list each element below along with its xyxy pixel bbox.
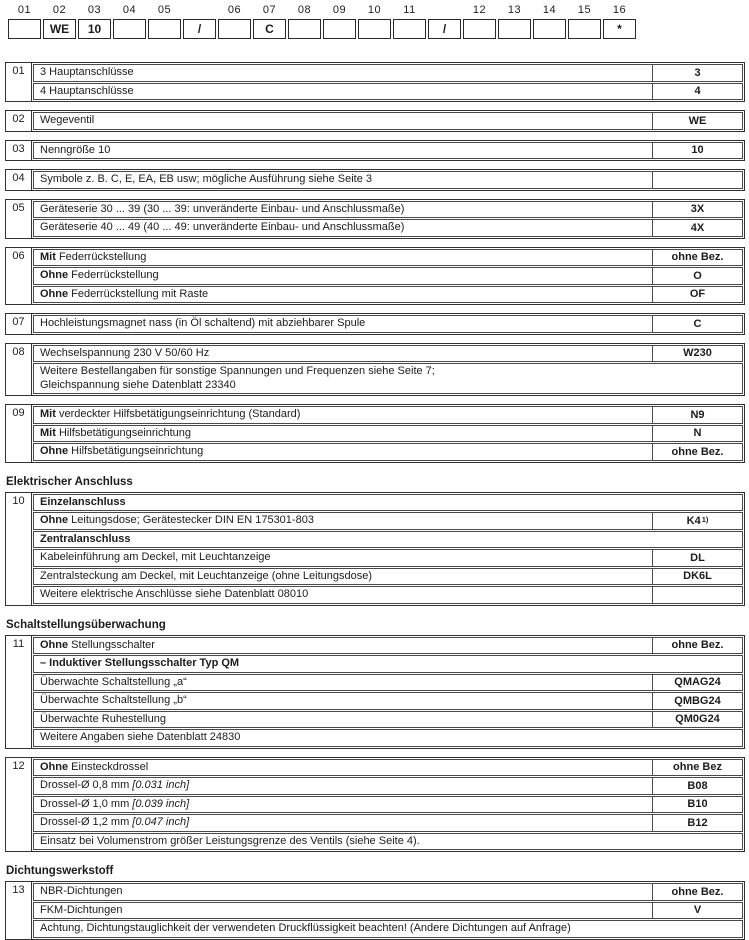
row-description (34, 426, 652, 442)
code-column-separator (428, 4, 461, 39)
row-code: N (652, 426, 742, 442)
group-number: 01 (6, 63, 32, 101)
code-column-label: 02 (52, 4, 67, 16)
code-column-label (428, 4, 461, 19)
row-description (34, 65, 652, 81)
table-row (33, 345, 743, 363)
row-code: ohne Bez. (652, 638, 742, 654)
section-title: Dichtungswerkstoff (6, 865, 114, 877)
order-table-group-06 (5, 247, 745, 306)
row-description (34, 143, 652, 159)
order-table-group-07 (5, 313, 745, 335)
code-column-14 (533, 4, 566, 39)
order-table-group-10 (5, 492, 745, 606)
code-box (393, 19, 426, 39)
order-table-group-11 (5, 635, 745, 749)
table-row (33, 759, 743, 777)
table-row (33, 902, 743, 920)
code-column-label: 12 (472, 4, 487, 16)
row-code: ohne Bez. (652, 444, 742, 460)
table-row (33, 796, 743, 814)
table-row (33, 833, 743, 851)
code-column-09 (323, 4, 356, 39)
code-column-label: 04 (122, 4, 137, 16)
code-column-06 (218, 4, 251, 39)
order-table-group-01 (5, 62, 745, 102)
row-description-text: 4 Hauptanschlüsse (40, 84, 134, 97)
row-code: DL (652, 550, 742, 566)
group-number: 10 (6, 493, 32, 605)
row-description (34, 220, 652, 236)
row-description (34, 675, 652, 691)
section-title: Schaltstellungsüberwachung (6, 618, 166, 631)
code-column-04 (113, 4, 146, 39)
row-description (34, 797, 652, 813)
row-description-text: Ohne Leitungsdose; Gerätestecker DIN EN 175301-803 (40, 514, 314, 526)
code-column-15 (568, 4, 601, 39)
table-row (33, 64, 743, 82)
row-description-text: Überwachte Schaltstellung „a“ (40, 675, 187, 688)
table-row (33, 692, 743, 710)
group-number: 06 (6, 248, 32, 305)
code-column-16 (603, 4, 636, 39)
group-rows (32, 63, 744, 101)
row-description-text: Weitere Angaben siehe Datenblatt 24830 (40, 731, 241, 743)
table-row (33, 171, 743, 189)
code-column-label: 10 (367, 4, 382, 16)
order-table-group-03 (5, 140, 745, 162)
table-row (33, 142, 743, 160)
code-box: * (603, 19, 636, 39)
row-description-text: Weitere elektrische Anschlüsse siehe Datenblatt 08010 (40, 588, 309, 600)
group-rows (32, 314, 744, 334)
code-box (498, 19, 531, 39)
table-row (33, 286, 743, 304)
row-description (34, 587, 652, 603)
row-description-text: Ohne Federrückstellung (40, 269, 159, 281)
row-description-text: Zentralanschluss (40, 532, 131, 545)
order-table-group-13 (5, 881, 745, 940)
order-code-header (8, 4, 745, 39)
row-code: ohne Bez. (652, 884, 742, 900)
row-description-text: Ohne Hilfsbetätigungseinrichtung (40, 445, 204, 457)
row-description-text: 3 Hauptanschlüsse (40, 66, 134, 78)
row-description (34, 364, 742, 393)
table-row (33, 655, 743, 673)
row-description-text: Weitere Bestellangaben für sonstige Spannungen und Frequenzen siehe Seite 7; (40, 365, 435, 377)
table-row (33, 531, 743, 549)
table-row (33, 637, 743, 655)
row-description-text: Wegeventil (40, 114, 95, 126)
code-box: WE (43, 19, 76, 39)
code-box (323, 19, 356, 39)
group-number: 11 (6, 636, 32, 748)
row-code: ohne Bez (652, 760, 742, 776)
row-description (34, 268, 652, 284)
table-row (33, 112, 743, 130)
row-description-text: Überwachte Ruhestellung (40, 712, 166, 725)
code-column-label: 09 (332, 4, 347, 16)
group-number: 12 (6, 758, 32, 852)
group-number: 05 (6, 200, 32, 238)
table-row (33, 315, 743, 333)
row-description (34, 884, 652, 900)
row-description-text: Wechselspannung 230 V 50/60 Hz (40, 346, 210, 359)
code-column-02 (43, 4, 76, 39)
row-description (34, 172, 652, 188)
table-row (33, 883, 743, 901)
row-description (34, 712, 652, 728)
code-box-slash: / (183, 19, 216, 39)
row-code: ohne Bez. (652, 250, 742, 266)
table-row (33, 674, 743, 692)
group-rows (32, 344, 744, 396)
group-number: 04 (6, 170, 32, 190)
row-description-text: Drossel-Ø 1,2 mm [0.047 inch] (40, 816, 190, 828)
row-code: B12 (652, 815, 742, 831)
code-column-05 (148, 4, 181, 39)
table-row (33, 249, 743, 267)
row-description (34, 407, 652, 423)
code-column-03 (78, 4, 111, 39)
code-box (533, 19, 566, 39)
row-description-text: Geräteserie 40 ... 49 (40 ... 49: unveränderte Einbau- und Anschlussmaße) (40, 221, 405, 233)
code-column-07 (253, 4, 286, 39)
row-description (34, 730, 742, 746)
row-code: QMBG24 (652, 693, 742, 709)
table-row (33, 549, 743, 567)
table-row (33, 425, 743, 443)
code-column-13 (498, 4, 531, 39)
group-rows (32, 248, 744, 305)
code-column-label: 14 (542, 4, 557, 16)
code-column-label: 16 (612, 4, 627, 16)
row-code: B10 (652, 797, 742, 813)
table-row (33, 494, 743, 512)
group-number: 13 (6, 882, 32, 939)
row-code (652, 587, 742, 603)
row-code: DK6L (652, 569, 742, 585)
table-row (33, 512, 743, 530)
order-table-group-05 (5, 199, 745, 239)
row-description (34, 346, 652, 362)
table-row (33, 711, 743, 729)
code-box (568, 19, 601, 39)
row-description (34, 444, 652, 460)
row-description-text: Zentralsteckung am Deckel, mit Leuchtanzeige (ohne Leitungsdose) (40, 569, 373, 582)
code-box (288, 19, 321, 39)
group-rows (32, 111, 744, 131)
table-row (33, 777, 743, 795)
order-table-group-04 (5, 169, 745, 191)
group-rows (32, 758, 744, 852)
code-column-label: 15 (577, 4, 592, 16)
row-description (34, 113, 652, 129)
order-table (5, 62, 745, 940)
code-box (113, 19, 146, 39)
row-description (34, 250, 652, 266)
row-description (34, 84, 652, 100)
code-box (463, 19, 496, 39)
row-description-text: Mit verdeckter Hilfsbetätigungseinrichtung (Standard) (40, 408, 301, 420)
order-table-group-09 (5, 404, 745, 463)
table-row (33, 83, 743, 101)
code-box: C (253, 19, 286, 39)
row-code: QMAG24 (652, 675, 742, 691)
group-rows (32, 882, 744, 939)
row-description-text: NBR-Dichtungen (40, 885, 123, 897)
code-column-label: 01 (17, 4, 32, 16)
code-column-label: 05 (157, 4, 172, 16)
order-table-group-02 (5, 110, 745, 132)
row-code: QM0G24 (652, 712, 742, 728)
row-description (34, 495, 742, 511)
code-column-label: 07 (262, 4, 277, 16)
row-description (34, 202, 652, 218)
code-column-12 (463, 4, 496, 39)
row-code: OF (652, 287, 742, 303)
row-code: WE (652, 113, 742, 129)
code-column-10 (358, 4, 391, 39)
group-rows (32, 636, 744, 748)
code-column-label: 03 (87, 4, 102, 16)
table-row (33, 219, 743, 237)
row-description-text: Geräteserie 30 ... 39 (30 ... 39: unveränderte Einbau- und Anschlussmaße) (40, 202, 405, 215)
code-column-label: 08 (297, 4, 312, 16)
group-rows (32, 405, 744, 462)
row-code: B08 (652, 778, 742, 794)
row-description-text: Überwachte Schaltstellung „b“ (40, 694, 187, 706)
row-description-text: Ohne Federrückstellung mit Raste (40, 287, 209, 300)
row-description (34, 656, 742, 672)
row-code: 4 (652, 84, 742, 100)
row-description (34, 921, 742, 937)
code-column-label: 06 (227, 4, 242, 16)
row-code: 3X (652, 202, 742, 218)
row-code: N9 (652, 407, 742, 423)
row-description (34, 532, 742, 548)
row-code: C (652, 316, 742, 332)
row-description (34, 760, 652, 776)
group-rows (32, 170, 744, 190)
row-description (34, 513, 652, 529)
row-description-text: Mit Hilfsbetätigungseinrichtung (40, 426, 192, 439)
row-description (34, 815, 652, 831)
row-description-text: Kabeleinführung am Deckel, mit Leuchtanzeige (40, 551, 271, 563)
row-code: 3 (652, 65, 742, 81)
group-number: 09 (6, 405, 32, 462)
row-code: O (652, 268, 742, 284)
row-description-text: Nenngröße 10 (40, 143, 111, 156)
row-description-text: Mit Federrückstellung (40, 250, 147, 263)
group-rows (32, 493, 744, 605)
row-description-text: Ohne Einsteckdrossel (40, 760, 149, 773)
code-column-separator (183, 4, 216, 39)
table-row (33, 729, 743, 747)
code-column-label: 13 (507, 4, 522, 16)
code-box (148, 19, 181, 39)
row-description-text: Hochleistungsmagnet nass (in Öl schaltend) mit abziehbarer Spule (40, 317, 366, 329)
row-description-text: FKM-Dichtungen (40, 903, 123, 916)
row-description-text: Achtung, Dichtungstauglichkeit der verwendeten Druckflüssigkeit beachten! (Andere Dichtungen auf Anfrage) (40, 922, 571, 934)
row-description (34, 834, 742, 850)
code-box-slash: / (428, 19, 461, 39)
row-description-text: Symbole z. B. C, E, EA, EB usw; mögliche Ausführung siehe Seite 3 (40, 173, 372, 185)
row-code: V (652, 903, 742, 919)
row-code: 4X (652, 220, 742, 236)
group-number: 07 (6, 314, 32, 334)
row-description (34, 316, 652, 332)
table-row (33, 586, 743, 604)
row-description-text: Einzelanschluss (40, 495, 126, 508)
row-description (34, 287, 652, 303)
code-box (218, 19, 251, 39)
code-box (8, 19, 41, 39)
code-column-label (183, 4, 216, 19)
table-row (33, 920, 743, 938)
row-description-text: Drossel-Ø 1,0 mm [0.039 inch] (40, 797, 190, 810)
row-description (34, 638, 652, 654)
group-number: 02 (6, 111, 32, 131)
row-code: K4 $^{1)}$ (652, 513, 742, 529)
code-column-01 (8, 4, 41, 39)
code-column-08 (288, 4, 321, 39)
section-title: Elektrischer Anschluss (6, 475, 133, 488)
order-table-group-08 (5, 343, 745, 397)
order-table-group-12 (5, 757, 745, 853)
table-row (33, 201, 743, 219)
table-row (33, 406, 743, 424)
code-column-label: 11 (403, 4, 416, 16)
row-code (652, 172, 742, 188)
group-rows (32, 200, 744, 238)
group-number: 03 (6, 141, 32, 161)
group-number: 08 (6, 344, 32, 396)
group-rows (32, 141, 744, 161)
row-description-text: Ohne Stellungsschalter (40, 638, 155, 651)
row-description-text: – Induktiver Stellungsschalter Typ QM (40, 657, 240, 669)
row-code: 10 (652, 143, 742, 159)
table-row (33, 363, 743, 394)
code-column-11 (393, 4, 426, 39)
table-row (33, 267, 743, 285)
row-description (34, 903, 652, 919)
row-description-text: Gleichspannung siehe Datenblatt 23340 (40, 378, 236, 391)
code-box (358, 19, 391, 39)
row-description (34, 778, 652, 794)
table-row (33, 814, 743, 832)
row-description (34, 569, 652, 585)
code-box: 10 (78, 19, 111, 39)
row-code: W230 (652, 346, 742, 362)
row-description-text: Einsatz bei Volumenstrom größer Leistungsgrenze des Ventils (siehe Seite 4). (40, 834, 420, 847)
row-description-text: Drossel-Ø 0,8 mm [0.031 inch] (40, 779, 190, 791)
table-row (33, 443, 743, 461)
table-row (33, 568, 743, 586)
row-description (34, 693, 652, 709)
row-description (34, 550, 652, 566)
